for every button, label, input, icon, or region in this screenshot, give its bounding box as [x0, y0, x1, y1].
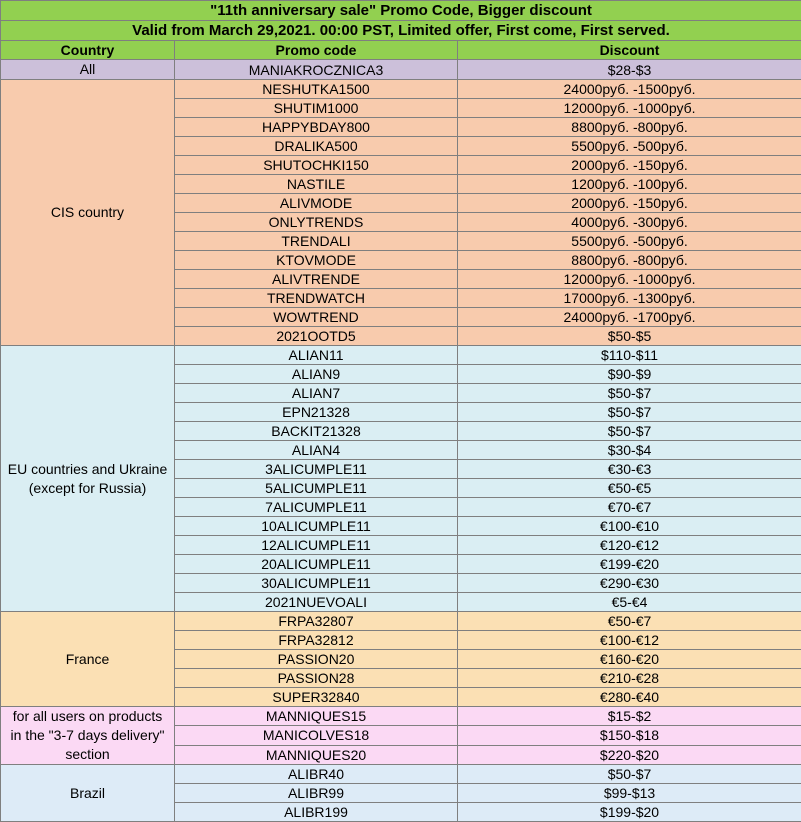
country-cell — [1, 765, 175, 822]
promo-code-cell: 2021NUEVOALI — [175, 593, 458, 612]
title-row — [1, 1, 801, 21]
promo-code-cell: ALIBR99 — [175, 784, 458, 803]
promo-code-cell: MANNIQUES20 — [175, 745, 458, 764]
discount-cell: $50-$7 — [458, 403, 801, 422]
country-label: CIS country — [50, 204, 125, 220]
discount-cell: $30-$4 — [458, 441, 801, 460]
discount-cell: $15-$2 — [458, 707, 801, 726]
discount-cell: $50-$7 — [458, 765, 801, 784]
discount-cell: €100-€10 — [458, 517, 801, 536]
promo-code-cell: DRALIKA500 — [175, 137, 458, 156]
discount-cell: $99-$13 — [458, 784, 801, 803]
country-label: Brazil — [69, 784, 105, 801]
country-label: All — [79, 61, 96, 77]
discount-cell: 5500руб. -500руб. — [458, 232, 801, 251]
discount-cell: 1200руб. -100руб. — [458, 175, 801, 194]
promo-code-cell: 3ALICUMPLE11 — [175, 460, 458, 479]
promo-code-cell: PASSION28 — [175, 669, 458, 688]
discount-cell: 2000руб. -150руб. — [458, 156, 801, 175]
promo-code-cell: 10ALICUMPLE11 — [175, 517, 458, 536]
title-line-2: Valid from March 29,2021. 00:00 PST, Limited offer, First come, First served. — [1, 21, 801, 41]
table-row — [1, 80, 801, 99]
country-label: section — [65, 746, 110, 762]
country-label: France — [65, 650, 110, 667]
promo-code-cell: ALIVMODE — [175, 194, 458, 213]
country-label: EU countries and Ukraine — [7, 460, 168, 477]
discount-cell: €210-€28 — [458, 669, 801, 688]
promo-code-cell: ALIVTRENDE — [175, 270, 458, 289]
discount-cell: $220-$20 — [458, 745, 801, 764]
discount-cell: 12000руб. -1000руб. — [458, 99, 801, 118]
discount-cell: 2000руб. -150руб. — [458, 194, 801, 213]
discount-cell: €160-€20 — [458, 650, 801, 669]
discount-cell: €280-€40 — [458, 688, 801, 707]
promo-code-cell: MANICOLVES18 — [175, 726, 458, 745]
discount-cell: 8800руб. -800руб. — [458, 251, 801, 270]
table-row — [1, 612, 801, 631]
discount-cell: 8800руб. -800руб. — [458, 118, 801, 137]
country-cell — [1, 707, 175, 765]
discount-cell: €120-€12 — [458, 536, 801, 555]
country-label: in the "3-7 days delivery" — [10, 727, 165, 743]
promo-code-cell: WOWTREND — [175, 308, 458, 327]
country-cell — [1, 60, 175, 80]
table-row — [1, 765, 801, 784]
promo-code-cell: KTOVMODE — [175, 251, 458, 270]
promo-code-cell: HAPPYBDAY800 — [175, 118, 458, 137]
promo-code-cell: ALIAN11 — [175, 346, 458, 365]
header-promo-code: Promo code — [175, 41, 458, 60]
discount-cell: €30-€3 — [458, 460, 801, 479]
discount-cell: 17000руб. -1300руб. — [458, 289, 801, 308]
promo-code-cell: FRPA32807 — [175, 612, 458, 631]
promo-code-cell: 12ALICUMPLE11 — [175, 536, 458, 555]
country-label: (except for Russia) — [28, 479, 147, 496]
promo-code-cell: 5ALICUMPLE11 — [175, 479, 458, 498]
promo-code-cell: MANIAKROCZNICA3 — [175, 60, 458, 80]
promo-code-cell: SHUTOCHKI150 — [175, 156, 458, 175]
discount-cell: €50-€5 — [458, 479, 801, 498]
header-country: Country — [1, 41, 175, 60]
promo-code-cell: 20ALICUMPLE11 — [175, 555, 458, 574]
promo-code-cell: MANNIQUES15 — [175, 707, 458, 726]
country-cell — [1, 346, 175, 612]
discount-cell: 5500руб. -500руб. — [458, 137, 801, 156]
promo-code-cell: BACKIT21328 — [175, 422, 458, 441]
promo-code-cell: ALIBR199 — [175, 803, 458, 822]
promo-code-cell: ALIAN9 — [175, 365, 458, 384]
table-body — [1, 60, 801, 822]
promo-code-cell: ALIAN4 — [175, 441, 458, 460]
discount-cell: $50-$5 — [458, 327, 801, 346]
discount-cell: 12000руб. -1000руб. — [458, 270, 801, 289]
promo-code-cell: NASTILE — [175, 175, 458, 194]
promo-code-cell: 30ALICUMPLE11 — [175, 574, 458, 593]
discount-cell: €290-€30 — [458, 574, 801, 593]
header-row — [1, 41, 801, 60]
country-cell — [1, 612, 175, 707]
discount-cell: $50-$7 — [458, 384, 801, 403]
table-row — [1, 60, 801, 80]
subtitle-row — [1, 21, 801, 41]
discount-cell: $50-$7 — [458, 422, 801, 441]
promo-code-cell: EPN21328 — [175, 403, 458, 422]
discount-cell: €70-€7 — [458, 498, 801, 517]
discount-cell: €100-€12 — [458, 631, 801, 650]
discount-cell: $28-$3 — [458, 60, 801, 80]
promo-code-cell: NESHUTKA1500 — [175, 80, 458, 99]
discount-cell: $90-$9 — [458, 365, 801, 384]
discount-cell: €50-€7 — [458, 612, 801, 631]
discount-cell: $150-$18 — [458, 726, 801, 745]
discount-cell: 24000руб. -1700руб. — [458, 308, 801, 327]
country-cell — [1, 80, 175, 346]
table-row — [1, 346, 801, 365]
promo-code-cell: FRPA32812 — [175, 631, 458, 650]
promo-code-cell: ALIBR40 — [175, 765, 458, 784]
discount-cell: 4000руб. -300руб. — [458, 213, 801, 232]
promo-code-cell: ONLYTRENDS — [175, 213, 458, 232]
discount-cell: €5-€4 — [458, 593, 801, 612]
promo-code-cell: SUPER32840 — [175, 688, 458, 707]
discount-cell: 24000руб. -1500руб. — [458, 80, 801, 99]
table-row — [1, 707, 801, 726]
promo-code-cell: SHUTIM1000 — [175, 99, 458, 118]
discount-cell: $110-$11 — [458, 346, 801, 365]
promo-code-cell: PASSION20 — [175, 650, 458, 669]
promo-code-cell: ALIAN7 — [175, 384, 458, 403]
title-line-1: "11th anniversary sale" Promo Code, Bigger discount — [1, 1, 801, 21]
header-discount: Discount — [458, 41, 801, 60]
discount-cell: $199-$20 — [458, 803, 801, 822]
country-label: for all users on products — [12, 708, 163, 724]
promo-code-cell: TRENDWATCH — [175, 289, 458, 308]
discount-cell: €199-€20 — [458, 555, 801, 574]
promo-code-cell: TRENDALI — [175, 232, 458, 251]
promo-code-cell: 7ALICUMPLE11 — [175, 498, 458, 517]
promo-code-cell: 2021OOTD5 — [175, 327, 458, 346]
